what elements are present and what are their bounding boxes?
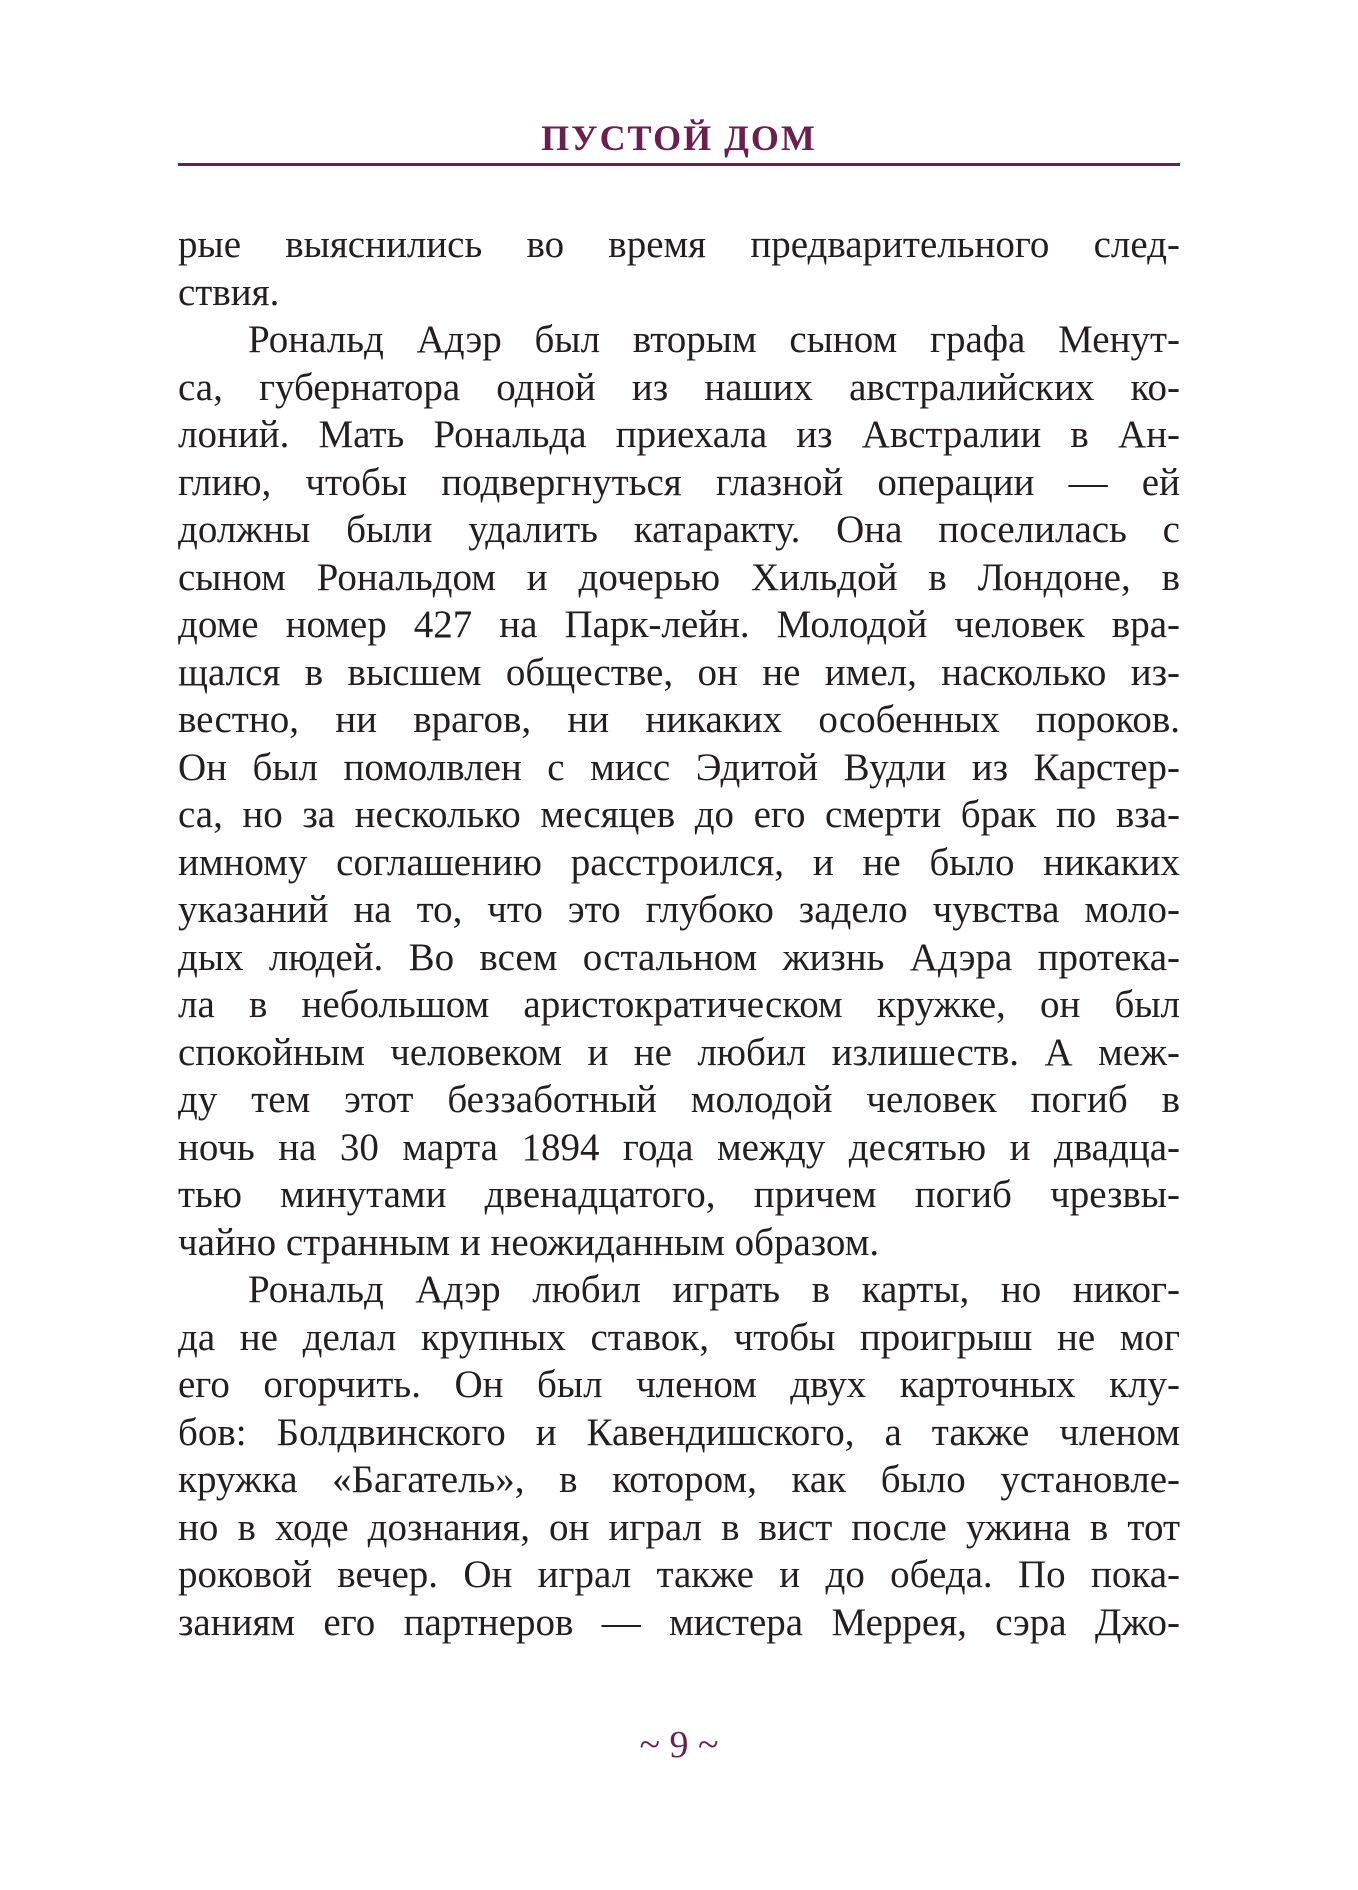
text-line: Он был помолвлен с мисс Эдитой Вудли из Карстер-: [178, 745, 1180, 789]
text-line: ду тем этот беззаботный молодой человек погиб в: [178, 1078, 1180, 1121]
text-line: его огорчить. Он был членом двух карточных клу-: [178, 1363, 1180, 1406]
text-line: имному соглашению расстроился, и не было никаких: [178, 840, 1180, 884]
text-line: бов: Болдвинского и Кавендишского, а также членом: [178, 1410, 1180, 1454]
text-line: са, губернатора одной из наших австралийских ко-: [178, 365, 1180, 409]
text-line: чайно странным и неожиданным образом.: [178, 1220, 880, 1264]
text-line: кружка «Багатель», в котором, как было установле-: [178, 1458, 1180, 1501]
text-line: щался в высшем обществе, он не имел, насколько из-: [178, 650, 1180, 694]
text-line: Рональд Адэр любил играть в карты, но никог-: [248, 1268, 1180, 1311]
text-line: доме номер 427 на Парк-лейн. Молодой человек вра-: [178, 603, 1180, 646]
running-head: ПУСТОЙ ДОМ: [541, 118, 817, 158]
text-line: заниям его партнеров — мистера Меррея, сэра Джо-: [178, 1600, 1180, 1644]
text-line: ла в небольшом аристократическом кружке, он был: [178, 983, 1180, 1026]
text-line: Рональд Адэр был вторым сыном графа Менут-: [248, 318, 1180, 361]
text-line: ночь на 30 марта 1894 года между десятью и двадца-: [178, 1125, 1180, 1169]
text-line: ствия.: [178, 270, 280, 314]
text-line: спокойным человеком и не любил излишеств. А меж-: [178, 1030, 1180, 1074]
text-line: сыном Рональдом и дочерью Хильдой в Лондоне, в: [178, 555, 1180, 599]
text-line: да не делал крупных ставок, чтобы проигрыш не мог: [178, 1315, 1180, 1359]
text-line: са, но за несколько месяцев до его смерти брак по вза-: [178, 793, 1180, 836]
header-rule: [178, 163, 1180, 166]
text-line: должны были удалить катаракту. Она поселилась с: [178, 508, 1180, 551]
text-line: рые выяснились во время предварительного след-: [178, 223, 1180, 266]
text-line: тью минутами двенадцатого, причем погиб чрезвы-: [178, 1173, 1180, 1216]
text-line: дых людей. Во всем остальном жизнь Адэра протека-: [178, 935, 1180, 979]
text-line: лоний. Мать Рональда приехала из Австралии в Ан-: [178, 413, 1180, 456]
text-line: но в ходе дознания, он играл в вист после ужина в тот: [178, 1505, 1180, 1549]
body-text: [178, 221, 1180, 1646]
text-line: роковой вечер. Он играл также и до обеда. По пока-: [178, 1553, 1180, 1596]
page-number: ~ 9 ~: [639, 1724, 719, 1766]
text-line: вестно, ни врагов, ни никаких особенных пороков.: [178, 698, 1180, 741]
text-line: указаний на то, что это глубоко задело чувства моло-: [178, 888, 1180, 931]
text-line: глию, чтобы подвергнуться глазной операции — ей: [178, 460, 1180, 504]
